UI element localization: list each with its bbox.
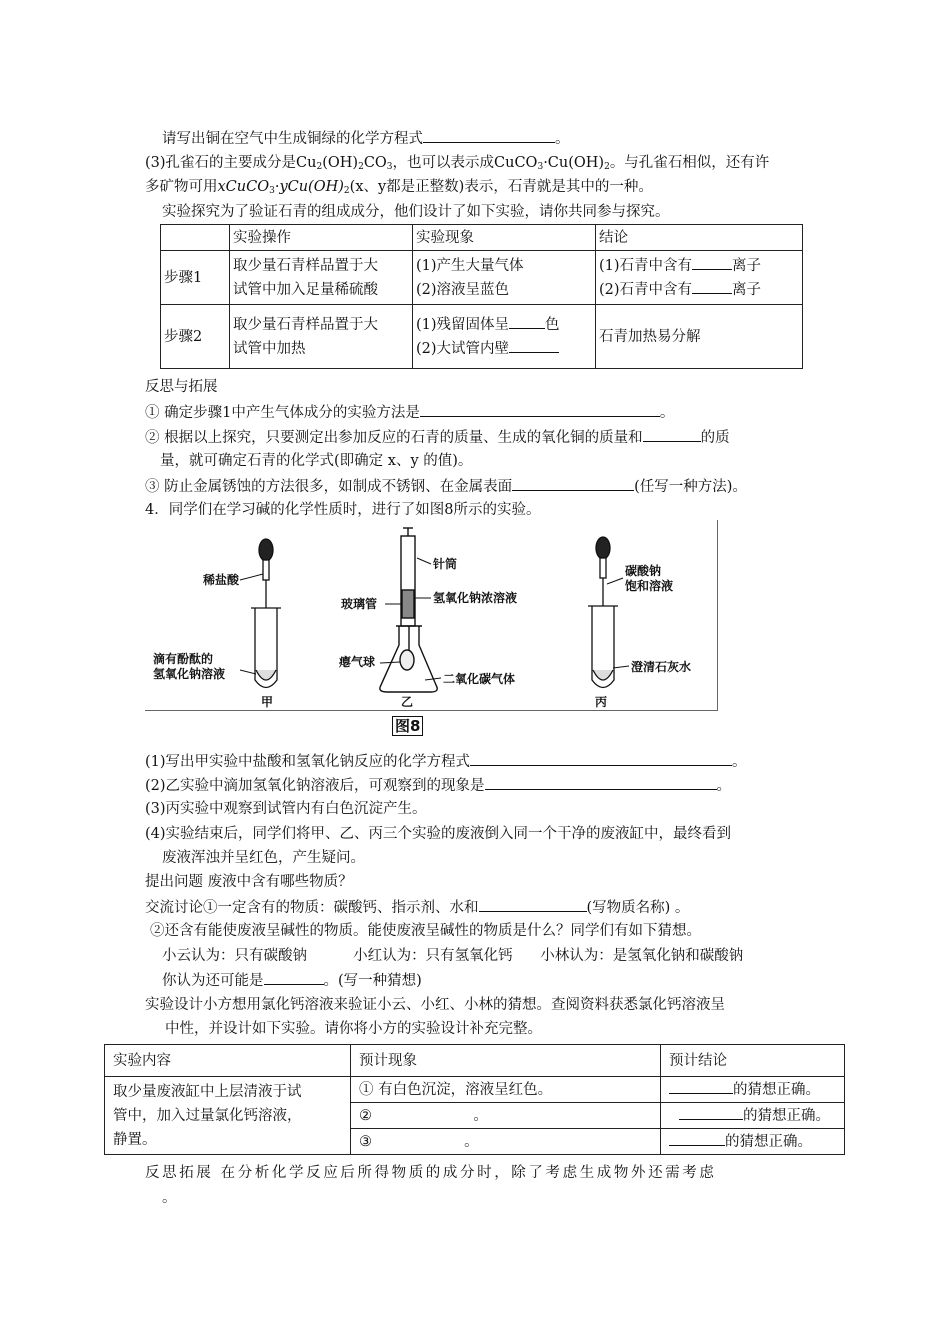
- q4-part-1: (1)写出甲实验中盐酸和氢氧化钠反应的化学方程式 。: [145, 751, 747, 772]
- your-guess: 你认为还可能是 。(写一种猜想): [162, 970, 422, 991]
- apparatus-drawing: [145, 520, 717, 710]
- table-header-empty: [161, 225, 230, 251]
- question-4-title: 4．同学们在学习碱的化学性质时，进行了如图8所示的实验。: [145, 502, 541, 518]
- table-row: ② 。 的猜想正确。: [105, 1103, 845, 1129]
- final-reflection: 反思拓展 在分析化学反应后所得物质的成分时，除了考虑生成物外还需考虑: [145, 1165, 717, 1181]
- answer-blank[interactable]: [485, 775, 717, 790]
- label-sodium-carbonate: 碳酸钠 饱和溶液: [625, 564, 674, 593]
- table-header-expected-phenomenon: 预计现象: [351, 1045, 661, 1077]
- table-header-expected-conclusion: 预计结论: [661, 1045, 845, 1077]
- label-bing: 丙: [595, 695, 608, 709]
- answer-blank[interactable]: [509, 338, 559, 353]
- final-reflection-end: 。: [162, 1190, 177, 1206]
- answer-blank[interactable]: [423, 128, 555, 143]
- answer-blank[interactable]: [692, 279, 732, 294]
- student-guesses: 小云认为：只有碳酸钠 小红认为：只有氢氧化钙 小林认为：是氢氧化钠和碳酸钠: [162, 948, 744, 964]
- reflection-item-1: ① 确定步骤1中产生气体成分的实验方法是 。: [145, 402, 674, 423]
- answer-blank[interactable]: [669, 1131, 725, 1146]
- answer-blank[interactable]: [669, 1079, 733, 1094]
- figure-8-apparatus: [145, 520, 718, 711]
- q4-part-3: (3)丙实验中观察到试管内有白色沉淀产生。: [145, 801, 427, 817]
- label-co2: 二氧化碳气体: [443, 672, 516, 686]
- dropper-bing: [596, 537, 610, 606]
- malachite-text-line2: 多矿物可用$xCuCO_3\cdot yCu(OH)_2(x$、y都是正整数)表示，石青就是其中的一种。: [145, 179, 653, 196]
- label-yi: 乙: [401, 695, 414, 709]
- copper-equation-prompt: 请写出铜在空气中生成铜绿的化学方程式 。: [162, 128, 570, 149]
- table-header-phenomenon: 实验现象: [413, 225, 596, 251]
- answer-blank[interactable]: [679, 1105, 743, 1120]
- discussion-2: ②还含有能使废液呈碱性的物质。能使废液呈碱性的物质是什么？同学们有如下猜想。: [150, 923, 701, 939]
- reflection-title: 反思与拓展: [145, 379, 218, 395]
- label-balloon: 瘪气球: [339, 655, 376, 669]
- table-row: 取少量废液缸中上层清液于试 管中，加入过量氯化钙溶液， 静置。 ① 有白色沉淀，溶液呈红色。 的猜想正确。: [105, 1077, 845, 1103]
- reflection-item-3: ③ 防止金属锈蚀的方法很多，如制成不锈钢、在金属表面 (任写一种方法)。: [145, 476, 747, 497]
- reflection-item-2: ② 根据以上探究，只要测定出参加反应的石青的质量、生成的氧化铜的质量和 的质: [145, 427, 730, 448]
- design-text-2: 中性，并设计如下实验。请你将小方的实验设计补充完整。: [165, 1021, 542, 1037]
- q4-part-4-cont: 废液浑浊并呈红色，产生疑问。: [162, 850, 365, 866]
- discussion-1: 交流讨论①一定含有的物质：碳酸钙、指示剂、水和 (写物质名称) 。: [145, 897, 689, 918]
- figure-caption: 图8: [392, 716, 423, 736]
- experiment-intro: 实验探究为了验证石青的组成成分，他们设计了如下实验，请你共同参与探究。: [162, 204, 670, 220]
- answer-blank[interactable]: [643, 427, 701, 442]
- answer-blank[interactable]: [509, 314, 545, 329]
- answer-blank[interactable]: [479, 897, 587, 912]
- reflection-item-2-cont: 量，就可确定石青的化学式(即确定 x、y 的值)。: [160, 453, 473, 469]
- table-row: ③ 。 的猜想正确。: [105, 1129, 845, 1155]
- label-limewater: 澄清石灰水: [631, 660, 692, 674]
- answer-blank[interactable]: [264, 970, 324, 985]
- malachite-text-line1: (3)孔雀石的主要成分是$Cu_2(OH)_2CO_3$，也可以表示成$CuCO_3\cdot Cu(OH)_2$。与孔雀石相似，还有许: [145, 155, 770, 172]
- label-glass-tube: 玻璃管: [341, 597, 378, 611]
- table-row-step2: 步骤2 取少量石青样品置于大 试管中加热 (1)残留固体呈 色 (2)大试管内壁 石青加热易分解: [161, 305, 803, 369]
- test-tube-bing: [588, 606, 618, 688]
- verification-table: [104, 1044, 845, 1155]
- table-row-step1: 步骤1 取少量石青样品置于大 试管中加入足量稀硫酸 (1)产生大量气体 (2)溶液呈蓝色 (1)石青中含有 离子 (2)石青中含有 离子: [161, 251, 803, 305]
- answer-blank[interactable]: [420, 402, 660, 417]
- table-header-conclusion: 结论: [596, 225, 803, 251]
- design-text-1: 实验设计小方想用氯化钙溶液来验证小云、小红、小林的猜想。查阅资料获悉氯化钙溶液呈: [145, 997, 725, 1013]
- raise-question: 提出问题 废液中含有哪些物质？: [145, 874, 353, 890]
- table-header-content: 实验内容: [105, 1045, 351, 1077]
- label-dilute-hcl: 稀盐酸: [203, 573, 240, 587]
- test-tube-jia: [251, 608, 281, 688]
- table-header-operation: 实验操作: [230, 225, 413, 251]
- label-conc-naoh: 氢氧化钠浓溶液: [433, 591, 518, 605]
- q4-part-4: (4)实验结束后，同学们将甲、乙、丙三个实验的废液倒入同一个干净的废液缸中，最终看到: [145, 826, 732, 842]
- flask-yi: [380, 528, 437, 692]
- label-jia: 甲: [261, 695, 274, 709]
- dropper-jia: [259, 539, 273, 608]
- q4-part-2: (2)乙实验中滴加氢氧化钠溶液后，可观察到的现象是 。: [145, 775, 731, 796]
- label-syringe: 针筒: [433, 557, 458, 571]
- answer-blank[interactable]: [512, 476, 634, 491]
- azurite-experiment-table: [160, 224, 803, 369]
- answer-blank[interactable]: [470, 751, 732, 766]
- label-phenolphthalein-naoh: 滴有酚酞的 氢氧化钠溶液: [153, 652, 226, 681]
- answer-blank[interactable]: [692, 255, 732, 270]
